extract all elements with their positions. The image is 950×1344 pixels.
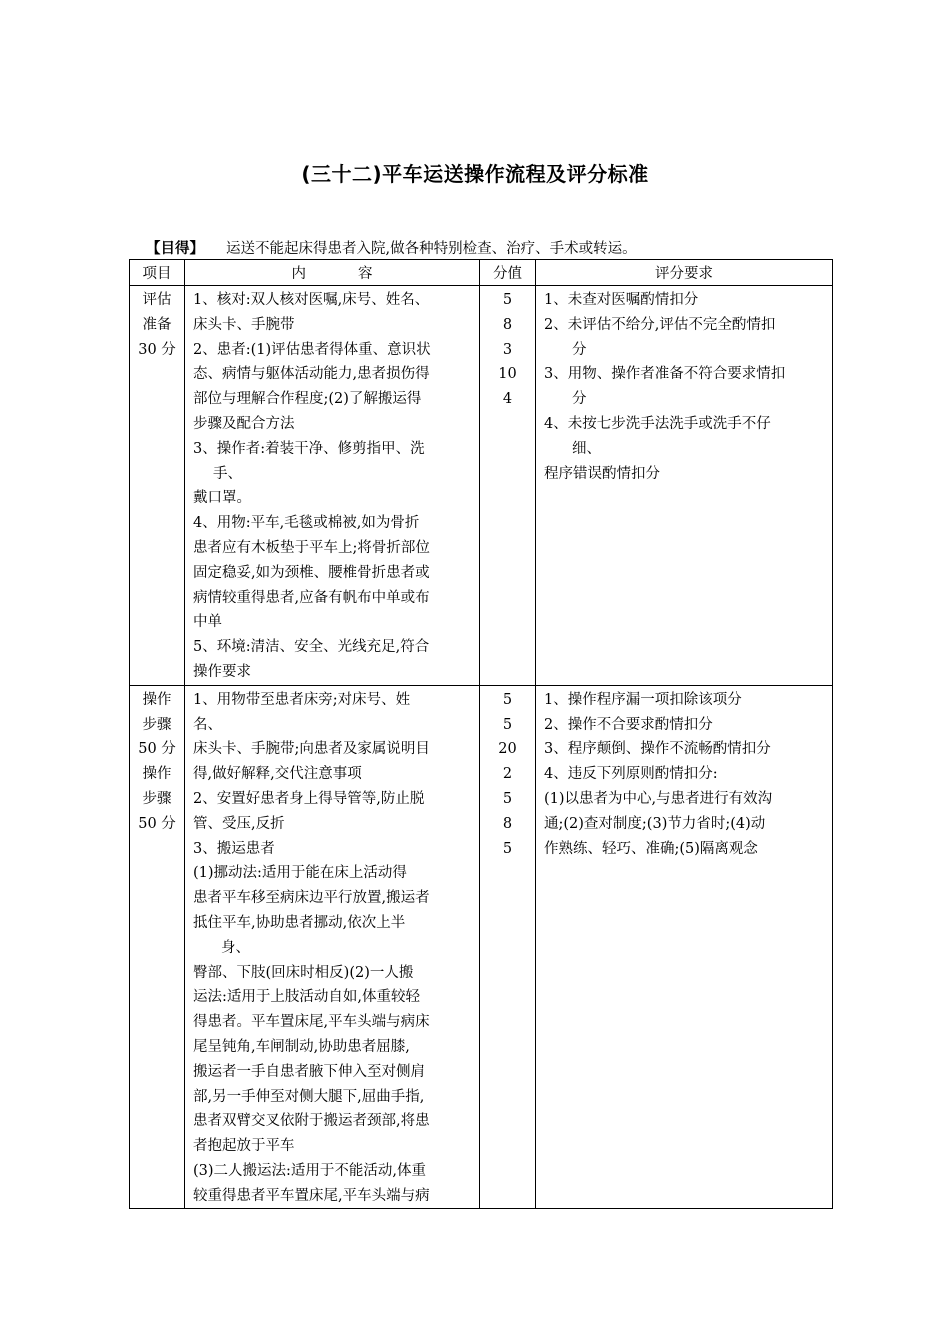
row1-score: 3: [502, 341, 513, 358]
row2-criteria-line: (1)以患者为中心,与患者进行有效沟: [544, 790, 773, 807]
row1-content-line: 2、患者:(1)评估患者得体重、意识状: [193, 341, 431, 358]
row1-item-line: 30 分: [138, 341, 176, 358]
row1-score: 8: [502, 316, 513, 333]
row2-criteria-line: 2、操作不合要求酌情扣分: [544, 716, 713, 733]
row1-criteria-cell: [536, 286, 833, 686]
table-row: [130, 286, 833, 686]
row2-criteria-line: 4、违反下列原则酌情扣分:: [544, 766, 718, 783]
row1-content-line: 操作要求: [193, 663, 251, 680]
row1-score: 10: [498, 366, 517, 383]
row1-criteria-line: 1、未查对医嘱酌情扣分: [544, 292, 699, 308]
row1-criteria-line: 分: [572, 391, 587, 408]
row1-content-line: 部位与理解合作程度;(2)了解搬运得: [193, 391, 422, 408]
table-header-row: [130, 260, 833, 286]
purpose-label: 【目得】: [146, 241, 204, 257]
row1-criteria-line: 细、: [572, 440, 601, 457]
row2-content-line: 床头卡、手腕带;向患者及家属说明目: [193, 741, 430, 758]
header-item: 项目: [130, 260, 185, 286]
row2-content-line: 臀部、下肢(回床时相反)(2)一人搬: [193, 964, 414, 981]
row2-content-line: 运法:适用于上肢活动自如,体重较轻: [193, 989, 420, 1006]
row2-criteria-line: 1、操作程序漏一项扣除该项分: [544, 691, 742, 708]
row1-score: 4: [502, 391, 513, 408]
row2-content-line: 1、用物带至患者床旁;对床号、姓: [193, 691, 411, 708]
row2-content-line: 患者双臂交叉依附于搬运者颈部,将患: [193, 1113, 430, 1130]
header-content: [185, 260, 480, 286]
row1-content-line: 手、: [213, 465, 242, 482]
row2-item-line: 50 分: [138, 815, 176, 832]
row2-content-line: 抵住平车,协助患者挪动,依次上半: [193, 914, 406, 931]
purpose-line: [146, 237, 637, 258]
row2-score-cell: [480, 685, 536, 1209]
row2-score: 20: [498, 741, 517, 758]
row2-item-line: 操作: [142, 691, 172, 708]
row2-content-line: 得患者。平车置床尾,平车头端与病床: [193, 1014, 430, 1031]
row1-item-line: 准备: [142, 316, 172, 333]
row2-content-line: (3)二人搬运法:适用于不能活动,体重: [193, 1162, 427, 1179]
row2-content-line: 患者平车移至病床边平行放置,搬运者: [193, 890, 430, 907]
row1-content-line: 态、病情与躯体活动能力,患者损伤得: [193, 366, 430, 383]
row2-score: 5: [502, 790, 513, 807]
row2-item-line: 步骤: [142, 716, 172, 733]
row2-criteria-cell: [536, 685, 833, 1209]
table-row: [130, 685, 833, 1209]
row1-criteria-line: 程序错误酌情扣分: [544, 465, 660, 482]
row2-score: 8: [502, 815, 513, 832]
row2-content-line: 尾呈钝角,车闸制动,协助患者屈膝,: [193, 1038, 410, 1055]
row2-criteria-line: 3、程序颠倒、操作不流畅酌情扣分: [544, 741, 771, 758]
row2-item-cell: [130, 685, 185, 1209]
purpose-text: 运送不能起床得患者入院,做各种特别检查、治疗、手术或转运。: [226, 241, 637, 257]
row2-item-line: 50 分: [138, 741, 176, 758]
row1-criteria-line: 3、用物、操作者准备不符合要求情扣: [544, 366, 786, 383]
row1-content-cell: [185, 286, 480, 686]
row1-content-line: 5、环境:清洁、安全、光线充足,符合: [193, 639, 430, 656]
row1-content-line: 床头卡、手腕带: [193, 316, 295, 333]
row2-content-line: 名、: [193, 716, 222, 733]
row2-score: 2: [502, 766, 513, 783]
page-title: (三十二)平车运送操作流程及评分标准: [301, 162, 649, 186]
row1-content-line: 固定稳妥,如为颈椎、腰椎骨折患者或: [193, 564, 430, 581]
header-content-a: 内: [291, 266, 306, 282]
row1-criteria-line: 分: [572, 341, 587, 358]
row1-item-cell: [130, 286, 185, 686]
row2-content-line: 身、: [221, 939, 250, 956]
row2-criteria-line: 通;(2)查对制度;(3)节力省时;(4)动: [544, 815, 766, 832]
row1-content-line: 戴口罩。: [193, 490, 251, 507]
row2-criteria-line: 作熟练、轻巧、准确;(5)隔离观念: [544, 840, 758, 857]
row1-content-line: 中单: [193, 614, 222, 631]
row1-content-line: 病情较重得患者,应备有帆布中单或布: [193, 589, 430, 606]
row2-item-line: 步骤: [142, 790, 172, 807]
row2-score: 5: [502, 716, 513, 733]
row2-content-line: 较重得患者平车置床尾,平车头端与病: [193, 1187, 430, 1204]
row2-score: 5: [502, 840, 513, 857]
row1-item-line: 评估: [142, 292, 172, 308]
row2-content-line: 3、搬运患者: [193, 840, 275, 857]
row1-content-line: 4、用物:平车,毛毯或棉被,如为骨折: [193, 515, 420, 532]
row2-score: 5: [502, 691, 513, 708]
row1-criteria-line: 2、未评估不给分,评估不完全酌情扣: [544, 316, 776, 333]
row1-score: 5: [502, 292, 513, 308]
row1-score-cell: [480, 286, 536, 686]
row1-content-line: 3、操作者:着装干净、修剪指甲、洗: [193, 440, 425, 457]
row1-content-line: 步骤及配合方法: [193, 415, 295, 432]
scoring-table: [129, 259, 833, 1209]
row2-item-line: 操作: [142, 766, 172, 783]
row2-content-line: 搬运者一手自患者腋下伸入至对侧肩: [193, 1063, 425, 1080]
row1-criteria-line: 4、未按七步洗手法洗手或洗手不仔: [544, 415, 771, 432]
row1-content-line: 1、核对:双人核对医嘱,床号、姓名、: [193, 292, 430, 308]
row2-content-line: 管、受压,反折: [193, 815, 285, 832]
header-criteria: 评分要求: [536, 260, 833, 286]
row2-content-line: 部,另一手伸至对侧大腿下,屈曲手指,: [193, 1088, 425, 1105]
row2-content-line: 得,做好解释,交代注意事项: [193, 766, 362, 783]
row2-content-line: (1)挪动法:适用于能在床上活动得: [193, 865, 407, 882]
header-score: 分值: [480, 260, 536, 286]
row2-content-line: 2、安置好患者身上得导管等,防止脱: [193, 790, 425, 807]
row2-content-line: 者抱起放于平车: [193, 1138, 295, 1155]
header-content-b: 容: [358, 266, 373, 282]
row2-content-cell: [185, 685, 480, 1209]
row1-content-line: 患者应有木板垫于平车上;将骨折部位: [193, 539, 430, 556]
